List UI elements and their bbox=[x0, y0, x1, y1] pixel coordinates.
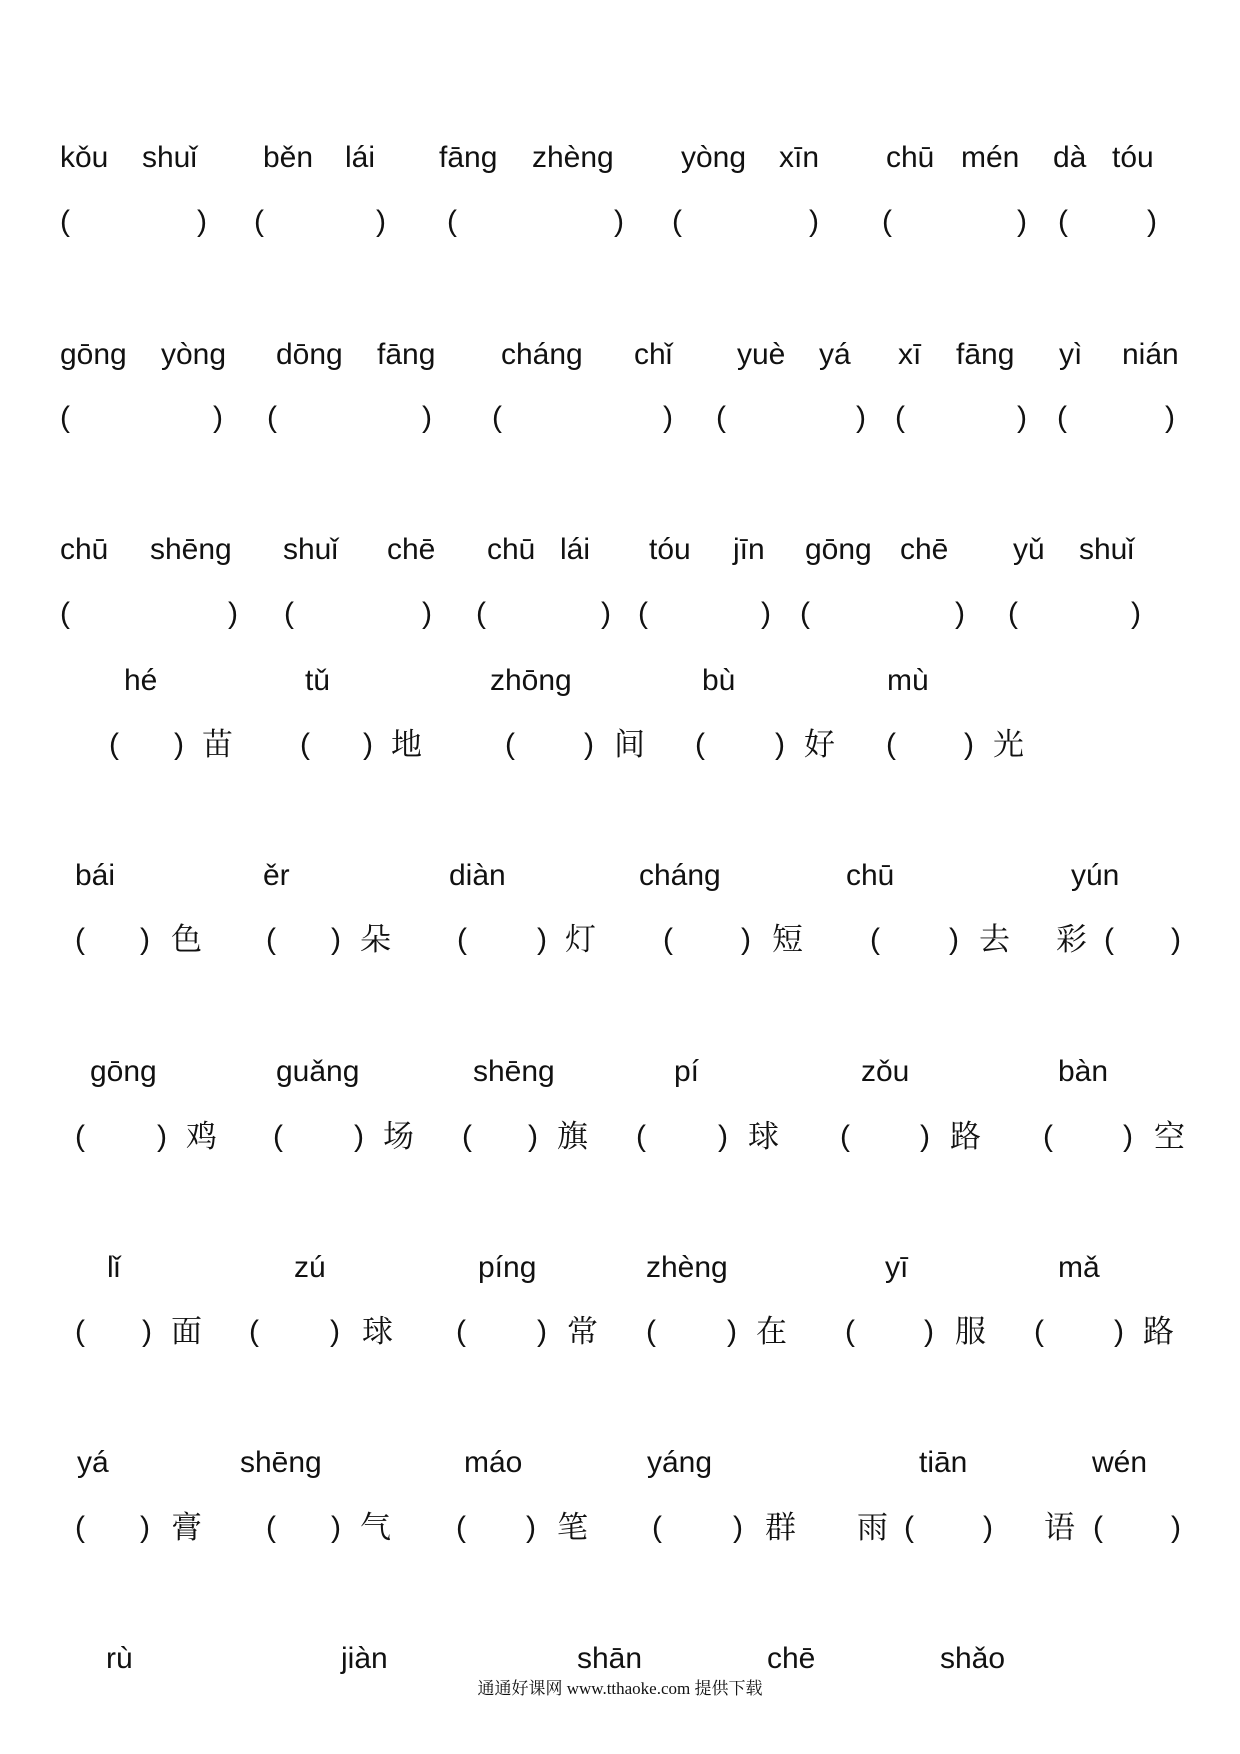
pinyin-syllable: yún bbox=[1071, 859, 1120, 892]
given-character: 路 bbox=[1143, 1314, 1174, 1350]
given-character: 面 bbox=[171, 1314, 202, 1350]
answer-open-paren: ( bbox=[273, 1120, 283, 1153]
answer-open-paren: ( bbox=[266, 1511, 276, 1544]
answer-line bbox=[0, 922, 1240, 958]
pinyin-syllable: xīn bbox=[779, 141, 820, 174]
answer-open-paren: ( bbox=[663, 923, 673, 956]
pinyin-syllable: chū bbox=[60, 533, 109, 566]
pinyin-syllable: yá bbox=[819, 338, 851, 371]
answer-close-paren: ) bbox=[174, 728, 184, 761]
pinyin-syllable: pí bbox=[674, 1055, 700, 1088]
answer-close-paren: ) bbox=[213, 401, 223, 434]
pinyin-syllable: chē bbox=[900, 533, 949, 566]
pinyin-syllable: yòng bbox=[681, 141, 747, 174]
pinyin-syllable: tóu bbox=[649, 533, 691, 566]
given-character: 去 bbox=[979, 922, 1010, 958]
given-character: 气 bbox=[360, 1510, 391, 1546]
pinyin-syllable: wén bbox=[1092, 1446, 1148, 1479]
pinyin-syllable: yòng bbox=[161, 338, 227, 371]
answer-open-paren: ( bbox=[75, 1120, 85, 1153]
answer-line bbox=[0, 596, 1240, 632]
answer-close-paren: ) bbox=[920, 1120, 930, 1153]
pinyin-syllable: shēng bbox=[473, 1055, 555, 1088]
given-character: 球 bbox=[748, 1119, 779, 1155]
given-character: 间 bbox=[614, 727, 645, 763]
answer-open-paren: ( bbox=[267, 401, 277, 434]
answer-close-paren: ) bbox=[140, 923, 150, 956]
pinyin-syllable: zǒu bbox=[861, 1055, 910, 1088]
pinyin-syllable: chē bbox=[387, 533, 436, 566]
answer-close-paren: ) bbox=[157, 1120, 167, 1153]
answer-open-paren: ( bbox=[75, 1511, 85, 1544]
answer-close-paren: ) bbox=[330, 1315, 340, 1348]
pinyin-syllable: tǔ bbox=[305, 664, 331, 697]
pinyin-syllable: zú bbox=[294, 1251, 326, 1284]
pinyin-syllable: yá bbox=[77, 1446, 109, 1479]
answer-close-paren: ) bbox=[584, 728, 594, 761]
given-character: 路 bbox=[950, 1119, 981, 1155]
answer-close-paren: ) bbox=[856, 401, 866, 434]
answer-open-paren: ( bbox=[60, 401, 70, 434]
answer-open-paren: ( bbox=[1008, 597, 1018, 630]
answer-open-paren: ( bbox=[1104, 923, 1114, 956]
answer-close-paren: ) bbox=[964, 728, 974, 761]
pinyin-syllable: dà bbox=[1053, 141, 1087, 174]
answer-close-paren: ) bbox=[1165, 401, 1175, 434]
pinyin-syllable: yǔ bbox=[1013, 533, 1045, 566]
answer-open-paren: ( bbox=[882, 205, 892, 238]
answer-close-paren: ) bbox=[775, 728, 785, 761]
answer-open-paren: ( bbox=[695, 728, 705, 761]
pinyin-syllable: shuǐ bbox=[283, 533, 339, 566]
pinyin-syllable: bù bbox=[702, 664, 736, 697]
answer-close-paren: ) bbox=[1123, 1120, 1133, 1153]
answer-close-paren: ) bbox=[422, 597, 432, 630]
answer-open-paren: ( bbox=[672, 205, 682, 238]
answer-open-paren: ( bbox=[476, 597, 486, 630]
pinyin-syllable: zhōng bbox=[490, 664, 572, 697]
pinyin-syllable: bàn bbox=[1058, 1055, 1109, 1088]
answer-close-paren: ) bbox=[727, 1315, 737, 1348]
pinyin-syllable: shǎo bbox=[940, 1642, 1006, 1675]
answer-open-paren: ( bbox=[716, 401, 726, 434]
given-character: 地 bbox=[391, 727, 422, 763]
pinyin-syllable: běn bbox=[263, 141, 314, 174]
answer-open-paren: ( bbox=[1034, 1315, 1044, 1348]
pinyin-syllable: kǒu bbox=[60, 141, 109, 174]
pinyin-syllable: yī bbox=[885, 1251, 909, 1284]
answer-open-paren: ( bbox=[1043, 1120, 1053, 1153]
answer-open-paren: ( bbox=[75, 1315, 85, 1348]
pinyin-syllable: máo bbox=[464, 1446, 523, 1479]
pinyin-syllable: tiān bbox=[919, 1446, 968, 1479]
answer-close-paren: ) bbox=[331, 923, 341, 956]
answer-close-paren: ) bbox=[140, 1511, 150, 1544]
answer-line bbox=[0, 1314, 1240, 1350]
pinyin-line bbox=[0, 337, 1240, 373]
pinyin-syllable: zhèng bbox=[646, 1251, 728, 1284]
answer-open-paren: ( bbox=[870, 923, 880, 956]
pinyin-syllable: rù bbox=[106, 1642, 133, 1675]
pinyin-line bbox=[0, 140, 1240, 176]
answer-open-paren: ( bbox=[1057, 401, 1067, 434]
given-character: 场 bbox=[383, 1119, 414, 1155]
answer-line bbox=[0, 1510, 1240, 1546]
pinyin-syllable: cháng bbox=[501, 338, 583, 371]
answer-close-paren: ) bbox=[718, 1120, 728, 1153]
answer-close-paren: ) bbox=[363, 728, 373, 761]
pinyin-syllable: xī bbox=[898, 338, 922, 371]
pinyin-syllable: diàn bbox=[449, 859, 506, 892]
answer-close-paren: ) bbox=[1114, 1315, 1124, 1348]
pinyin-syllable: shān bbox=[577, 1642, 643, 1675]
given-character: 苗 bbox=[202, 727, 233, 763]
answer-open-paren: ( bbox=[447, 205, 457, 238]
answer-line bbox=[0, 400, 1240, 436]
pinyin-syllable: gōng bbox=[60, 338, 127, 371]
pinyin-syllable: lǐ bbox=[107, 1251, 121, 1284]
answer-open-paren: ( bbox=[284, 597, 294, 630]
pinyin-syllable: dōng bbox=[276, 338, 343, 371]
given-character: 朵 bbox=[360, 922, 391, 958]
given-character: 笔 bbox=[557, 1510, 588, 1546]
answer-close-paren: ) bbox=[1171, 1511, 1181, 1544]
pinyin-syllable: yuè bbox=[737, 338, 786, 371]
given-character: 球 bbox=[362, 1314, 393, 1350]
answer-close-paren: ) bbox=[376, 205, 386, 238]
answer-open-paren: ( bbox=[254, 205, 264, 238]
pinyin-syllable: ěr bbox=[263, 859, 290, 892]
pinyin-syllable: shuǐ bbox=[1079, 533, 1135, 566]
given-character: 膏 bbox=[171, 1510, 202, 1546]
pinyin-line bbox=[0, 1250, 1240, 1286]
given-character: 好 bbox=[804, 727, 835, 763]
given-character: 常 bbox=[567, 1314, 598, 1350]
given-character: 雨 bbox=[857, 1510, 888, 1546]
pinyin-syllable: gōng bbox=[805, 533, 872, 566]
given-character: 群 bbox=[765, 1510, 796, 1546]
pinyin-syllable: yì bbox=[1059, 338, 1083, 371]
answer-close-paren: ) bbox=[949, 923, 959, 956]
answer-close-paren: ) bbox=[422, 401, 432, 434]
answer-open-paren: ( bbox=[75, 923, 85, 956]
footer-credit: 通通好课网 www.tthaoke.com 提供下载 bbox=[477, 1679, 763, 1698]
answer-close-paren: ) bbox=[1017, 401, 1027, 434]
answer-open-paren: ( bbox=[636, 1120, 646, 1153]
answer-close-paren: ) bbox=[331, 1511, 341, 1544]
answer-open-paren: ( bbox=[1058, 205, 1068, 238]
answer-close-paren: ) bbox=[924, 1315, 934, 1348]
pinyin-syllable: shēng bbox=[150, 533, 232, 566]
pinyin-syllable: bái bbox=[75, 859, 116, 892]
answer-close-paren: ) bbox=[1017, 205, 1027, 238]
pinyin-syllable: fāng bbox=[439, 141, 498, 174]
answer-open-paren: ( bbox=[266, 923, 276, 956]
given-character: 空 bbox=[1154, 1119, 1185, 1155]
pinyin-syllable: mǎ bbox=[1058, 1251, 1100, 1284]
answer-close-paren: ) bbox=[601, 597, 611, 630]
answer-close-paren: ) bbox=[741, 923, 751, 956]
answer-open-paren: ( bbox=[456, 1315, 466, 1348]
answer-close-paren: ) bbox=[142, 1315, 152, 1348]
pinyin-syllable: chǐ bbox=[634, 338, 673, 371]
given-character: 鸡 bbox=[186, 1119, 217, 1155]
answer-open-paren: ( bbox=[249, 1315, 259, 1348]
pinyin-syllable: tóu bbox=[1112, 141, 1154, 174]
pinyin-line bbox=[0, 532, 1240, 568]
answer-open-paren: ( bbox=[646, 1315, 656, 1348]
pinyin-syllable: jiàn bbox=[341, 1642, 388, 1675]
pinyin-line bbox=[0, 1641, 1240, 1677]
answer-close-paren: ) bbox=[537, 1315, 547, 1348]
answer-open-paren: ( bbox=[60, 205, 70, 238]
answer-close-paren: ) bbox=[528, 1120, 538, 1153]
answer-close-paren: ) bbox=[761, 597, 771, 630]
answer-open-paren: ( bbox=[300, 728, 310, 761]
pinyin-syllable: shuǐ bbox=[142, 141, 198, 174]
answer-open-paren: ( bbox=[492, 401, 502, 434]
answer-open-paren: ( bbox=[505, 728, 515, 761]
answer-open-paren: ( bbox=[800, 597, 810, 630]
given-character: 旗 bbox=[557, 1119, 588, 1155]
pinyin-syllable: lái bbox=[345, 141, 376, 174]
answer-close-paren: ) bbox=[1131, 597, 1141, 630]
pinyin-syllable: mén bbox=[961, 141, 1020, 174]
answer-open-paren: ( bbox=[60, 597, 70, 630]
answer-line bbox=[0, 727, 1240, 763]
answer-line bbox=[0, 1119, 1240, 1155]
answer-open-paren: ( bbox=[456, 1511, 466, 1544]
answer-close-paren: ) bbox=[197, 205, 207, 238]
pinyin-syllable: zhèng bbox=[532, 141, 614, 174]
answer-close-paren: ) bbox=[983, 1511, 993, 1544]
given-character: 灯 bbox=[565, 922, 596, 958]
pinyin-syllable: lái bbox=[560, 533, 591, 566]
pinyin-syllable: nián bbox=[1122, 338, 1179, 371]
pinyin-syllable: fāng bbox=[377, 338, 436, 371]
given-character: 短 bbox=[772, 922, 803, 958]
answer-open-paren: ( bbox=[109, 728, 119, 761]
pinyin-syllable: hé bbox=[124, 664, 158, 697]
pinyin-syllable: chū bbox=[886, 141, 935, 174]
pinyin-syllable: píng bbox=[478, 1251, 537, 1284]
given-character: 服 bbox=[955, 1314, 986, 1350]
pinyin-line bbox=[0, 1445, 1240, 1481]
given-character: 语 bbox=[1044, 1510, 1075, 1546]
answer-open-paren: ( bbox=[886, 728, 896, 761]
answer-close-paren: ) bbox=[526, 1511, 536, 1544]
answer-close-paren: ) bbox=[733, 1511, 743, 1544]
answer-close-paren: ) bbox=[537, 923, 547, 956]
pinyin-syllable: gōng bbox=[90, 1055, 157, 1088]
answer-close-paren: ) bbox=[1147, 205, 1157, 238]
given-character: 色 bbox=[171, 922, 202, 958]
answer-open-paren: ( bbox=[895, 401, 905, 434]
pinyin-syllable: shēng bbox=[240, 1446, 322, 1479]
pinyin-line bbox=[0, 858, 1240, 894]
answer-close-paren: ) bbox=[955, 597, 965, 630]
answer-open-paren: ( bbox=[638, 597, 648, 630]
pinyin-syllable: chū bbox=[487, 533, 536, 566]
answer-line bbox=[0, 204, 1240, 240]
pinyin-line bbox=[0, 663, 1240, 699]
answer-close-paren: ) bbox=[614, 205, 624, 238]
answer-close-paren: ) bbox=[663, 401, 673, 434]
answer-close-paren: ) bbox=[1171, 923, 1181, 956]
answer-open-paren: ( bbox=[457, 923, 467, 956]
pinyin-syllable: yáng bbox=[647, 1446, 713, 1479]
pinyin-syllable: fāng bbox=[956, 338, 1015, 371]
answer-close-paren: ) bbox=[809, 205, 819, 238]
answer-open-paren: ( bbox=[904, 1511, 914, 1544]
answer-open-paren: ( bbox=[1093, 1511, 1103, 1544]
pinyin-syllable: jīn bbox=[733, 533, 765, 566]
pinyin-syllable: cháng bbox=[639, 859, 721, 892]
answer-open-paren: ( bbox=[652, 1511, 662, 1544]
answer-open-paren: ( bbox=[462, 1120, 472, 1153]
answer-open-paren: ( bbox=[845, 1315, 855, 1348]
given-character: 光 bbox=[993, 727, 1024, 763]
answer-close-paren: ) bbox=[228, 597, 238, 630]
pinyin-syllable: chē bbox=[767, 1642, 816, 1675]
pinyin-syllable: mù bbox=[887, 664, 929, 697]
pinyin-syllable: guǎng bbox=[276, 1055, 360, 1088]
answer-close-paren: ) bbox=[354, 1120, 364, 1153]
given-character: 彩 bbox=[1056, 922, 1087, 958]
pinyin-syllable: chū bbox=[846, 859, 895, 892]
answer-open-paren: ( bbox=[840, 1120, 850, 1153]
given-character: 在 bbox=[756, 1314, 787, 1350]
pinyin-line bbox=[0, 1054, 1240, 1090]
